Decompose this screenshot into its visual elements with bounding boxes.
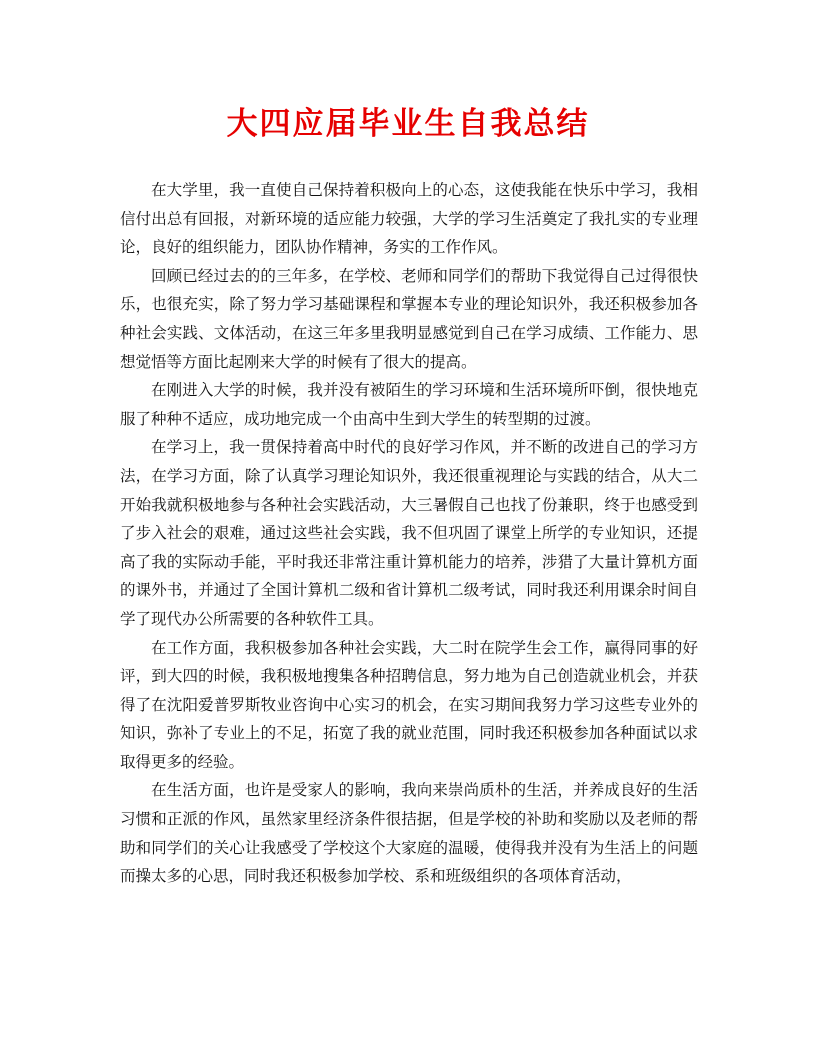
paragraph: 回顾已经过去的的三年多，在学校、老师和同学们的帮助下我觉得自己过得很快乐，也很充实，除了努力学习基础课程和掌握本专业的理论知识外，我还积极参加各种社会实践、文体活动，在这三年多里我明显感觉到自己在学习成绩、工作能力、思想觉悟等方面比起刚来大学的时候有了很大的提高。 (120, 266, 698, 371)
paragraph: 在学习上，我一贯保持着高中时代的良好学习作风，并不断的改进自己的学习方法，在学习方面，除了认真学习理论知识外，我还很重视理论与实践的结合，从大二开始我就积极地参与各种社会实践活动，大三暑假自己也找了份兼职，终于也感受到了步入社会的艰难，通过这些社会实践，我不但巩固了课堂上所学的专业知识，还提高了我的实际动手能，平时我还非常注重计算机能力的培养，涉猎了大量计算机方面的课外书，并通过了全国计算机二级和省计算机二级考试，同时我还利用课余时间自学了现代办公所需要的各种软件工具。 (120, 438, 698, 628)
paragraph: 在生活方面，也许是受家人的影响，我向来崇尚质朴的生活，并养成良好的生活习惯和正派的作风，虽然家里经济条件很拮据，但是学校的补助和奖励以及老师的帮助和同学们的关心让我感受了学校这个大家庭的温暖，使得我并没有为生活上的问题而操太多的心思，同时我还积极参加学校、系和班级组织的各项体育活动， (120, 781, 698, 886)
paragraph: 在刚进入大学的时候，我并没有被陌生的学习环境和生活环境所吓倒，很快地克服了种种不适应，成功地完成一个由高中生到大学生的转型期的过渡。 (120, 381, 698, 428)
document-title: 大四应届毕业生自我总结 (226, 106, 590, 142)
paragraph: 在工作方面，我积极参加各种社会实践，大二时在院学生会工作，赢得同事的好评，到大四的时候，我积极地搜集各种招聘信息，努力地为自己创造就业机会，并获得了在沈阳爱普罗斯牧业咨询中心实习的机会，在实习期间我努力学习这些专业外的知识，弥补了专业上的不足，拓宽了我的就业范围，同时我还积极参加各种面试以求取得更多的经验。 (120, 638, 698, 771)
document-body (120, 176, 698, 891)
paragraph: 在大学里，我一直使自己保持着积极向上的心态，这使我能在快乐中学习，我相信付出总有回报，对新环境的适应能力较强，大学的学习生活奠定了我扎实的专业理论，良好的组织能力，团队协作精神，务实的工作作风。 (120, 181, 698, 257)
